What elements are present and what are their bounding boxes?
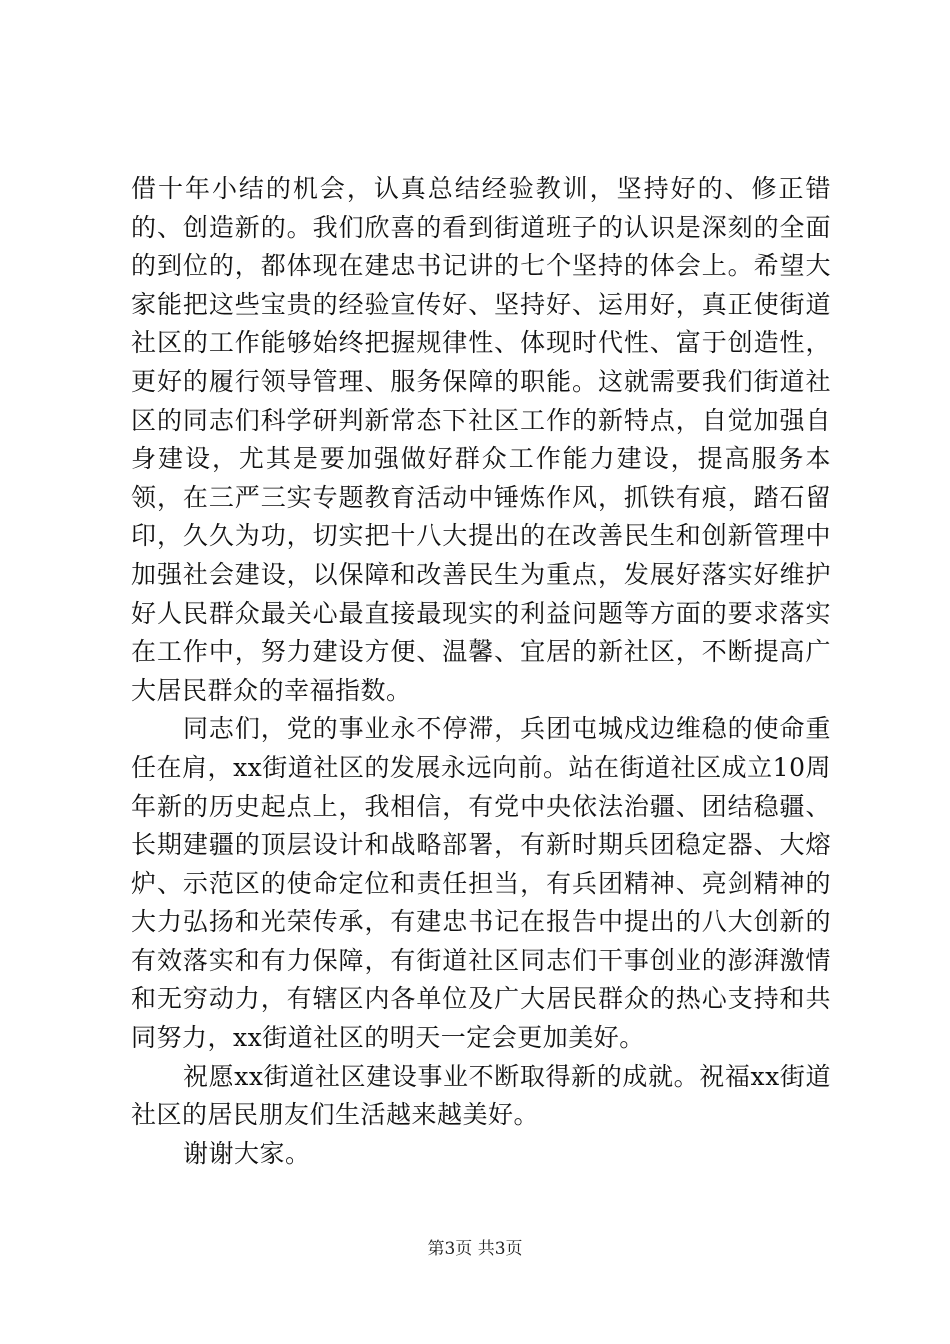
- page-number: 第3页 共3页: [427, 1239, 523, 1259]
- paragraph-wishes: 祝愿xx街道社区建设事业不断取得新的成就。祝福xx街道社区的居民朋友们生活越来越美好。: [131, 1061, 831, 1130]
- document-body: [131, 170, 831, 1173]
- page-footer: [0, 1238, 950, 1260]
- paragraph-thanks: 谢谢大家。: [183, 1138, 311, 1168]
- paragraph-continuation: 借十年小结的机会，认真总结经验教训，坚持好的、修正错的、创造新的。我们欣喜的看到街道班子的认识是深刻的全面的到位的，都体现在建忠书记讲的七个坚持的体会上。希望大家能把这些宝贵的经验宣传好、坚持好、运用好，真正使街道社区的工作能够始终把握规律性、体现时代性、富于创造性，更好的履行领导管理、服务保障的职能。这就需要我们街道社区的同志们科学研判新常态下社区工作的新特点，自觉加强自身建设，尤其是要加强做好群众工作能力建设，提高服务本领，在三严三实专题教育活动中锤炼作风，抓铁有痕，踏石留印，久久为功，切实把十八大提出的在改善民生和创新管理中加强社会建设，以保障和改善民生为重点，发展好落实好维护好人民群众最关心最直接最现实的利益问题等方面的要求落实在工作中，努力建设方便、温馨、宜居的新社区，不断提高广大居民群众的幸福指数。: [131, 174, 831, 705]
- paragraph-comrades: 同志们，党的事业永不停滞，兵团屯城戍边维稳的使命重任在肩，xx街道社区的发展永远向前。站在街道社区成立10周年新的历史起点上，我相信，有党中央依法治疆、团结稳疆、长期建疆的顶层设计和战略部署，有新时期兵团稳定器、大熔炉、示范区的使命定位和责任担当，有兵团精神、亮剑精神的大力弘扬和光荣传承，有建忠书记在报告中提出的八大创新的有效落实和有力保障，有街道社区同志们干事创业的澎湃激情和无穷动力，有辖区内各单位及广大居民群众的热心支持和共同努力，xx街道社区的明天一定会更加美好。: [131, 714, 831, 1053]
